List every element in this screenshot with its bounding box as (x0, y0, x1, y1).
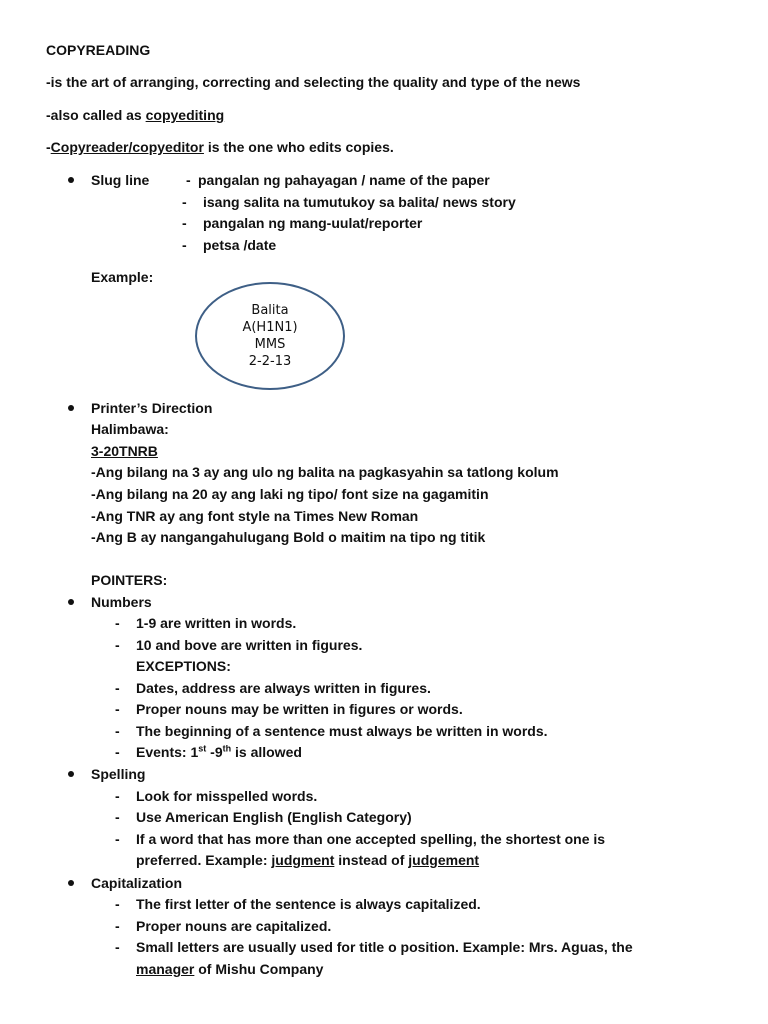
slug-item: pangalan ng mang-uulat/reporter (203, 215, 423, 231)
capitalization-item: Proper nouns are capitalized. (136, 918, 332, 934)
dash-marker: - (115, 723, 120, 739)
bullet-icon (68, 599, 74, 605)
dash-marker: - (115, 831, 120, 847)
capitalization-label: Capitalization (91, 875, 183, 891)
printer-code: 3-20TNRB (91, 443, 158, 459)
manager-term: manager (136, 961, 195, 977)
capitalization-item-long: Small letters are usually used for title o position. Example: Mrs. Aguas, the (136, 939, 633, 955)
exceptions-label: EXCEPTIONS: (136, 658, 231, 674)
pointers-heading: POINTERS: (91, 572, 168, 588)
also-called-prefix: -also called as (46, 107, 146, 123)
halimbawa-label: Halimbawa: (91, 421, 169, 437)
spelling-item: Use American English (English Category) (136, 809, 412, 825)
bullet-icon (68, 177, 74, 183)
spelling-example-prefix: preferred. Example: (136, 852, 272, 868)
capitalization-example-suffix: of Mishu Company (194, 961, 324, 977)
dash-marker: - (115, 939, 120, 955)
events-prefix: Events: 1 (136, 744, 199, 760)
capitalization-example-line (136, 960, 323, 978)
events-suffix: is allowed (231, 744, 302, 760)
dash-marker: - (115, 896, 120, 912)
dash-marker: - (115, 918, 120, 934)
example-label: Example: (91, 269, 154, 285)
numbers-item: 1-9 are written in words. (136, 615, 297, 631)
dash-marker: - (115, 615, 120, 631)
dash-marker: - (115, 744, 120, 760)
slug-item: pangalan ng pahayagan / name of the paper (198, 172, 490, 188)
slug-item: isang salita na tumutukoy sa balita/ news story (203, 194, 516, 210)
spelling-example-mid: instead of (334, 852, 409, 868)
ellipse-line: 2-2-13 (248, 354, 292, 369)
ellipse-line: A(H1N1) (242, 320, 298, 335)
copyreader-line (46, 138, 394, 156)
judgement-term: judgement (408, 852, 480, 868)
also-called-line (46, 106, 224, 124)
copyreader-dash: - (46, 139, 51, 155)
capitalization-item: The first letter of the sentence is always capitalized. (136, 896, 481, 912)
dash-marker: - (115, 701, 120, 717)
events-sup-first: st (198, 743, 207, 754)
dash-marker: - (115, 809, 120, 825)
printer-line: -Ang bilang na 3 ay ang ulo ng balita na pagkasyahin sa tatlong kolum (91, 464, 559, 480)
dash-marker: - (182, 215, 187, 231)
spelling-example-line (136, 851, 479, 869)
events-item (136, 743, 302, 761)
bullet-icon (68, 880, 74, 886)
spelling-label: Spelling (91, 766, 146, 782)
ellipse-line: Balita (251, 303, 289, 318)
definition-line: -is the art of arranging, correcting and selecting the quality and type of the news (46, 74, 581, 90)
exception-item: The beginning of a sentence must always be written in words. (136, 723, 548, 739)
dash-marker: - (115, 637, 120, 653)
events-mid: -9 (206, 744, 223, 760)
copyediting-term: copyediting (145, 107, 225, 123)
exception-item: Proper nouns may be written in figures or words. (136, 701, 463, 717)
dash-marker: - (186, 172, 191, 188)
copyreader-term: Copyreader/copyeditor (50, 139, 204, 155)
judgment-term: judgment (271, 852, 335, 868)
numbers-label: Numbers (91, 594, 152, 610)
bullet-icon (68, 771, 74, 777)
printer-line: -Ang TNR ay ang font style na Times New Roman (91, 508, 419, 524)
dash-marker: - (182, 194, 187, 210)
printer-line: -Ang bilang na 20 ay ang laki ng tipo/ font size na gagamitin (91, 486, 489, 502)
slug-item: petsa /date (203, 237, 277, 253)
ellipse-line: MMS (254, 337, 286, 352)
copyreader-suffix: is the one who edits copies. (203, 139, 394, 155)
dash-marker: - (115, 788, 120, 804)
dash-marker: - (182, 237, 187, 253)
bullet-icon (68, 405, 74, 411)
slug-example-ellipse (195, 282, 345, 390)
exception-item: Dates, address are always written in figures. (136, 680, 431, 696)
dash-marker: - (115, 680, 120, 696)
printer-line: -Ang B ay nangangahulugang Bold o maitim na tipo ng titik (91, 529, 486, 545)
printers-direction-label: Printer’s Direction (91, 400, 213, 416)
events-sup-ninth: th (222, 743, 232, 754)
numbers-item: 10 and bove are written in figures. (136, 637, 363, 653)
spelling-item: Look for misspelled words. (136, 788, 318, 804)
slug-line-label: Slug line (91, 172, 150, 188)
page-title: COPYREADING (46, 42, 151, 58)
spelling-item-long: If a word that has more than one accepted spelling, the shortest one is (136, 831, 606, 847)
